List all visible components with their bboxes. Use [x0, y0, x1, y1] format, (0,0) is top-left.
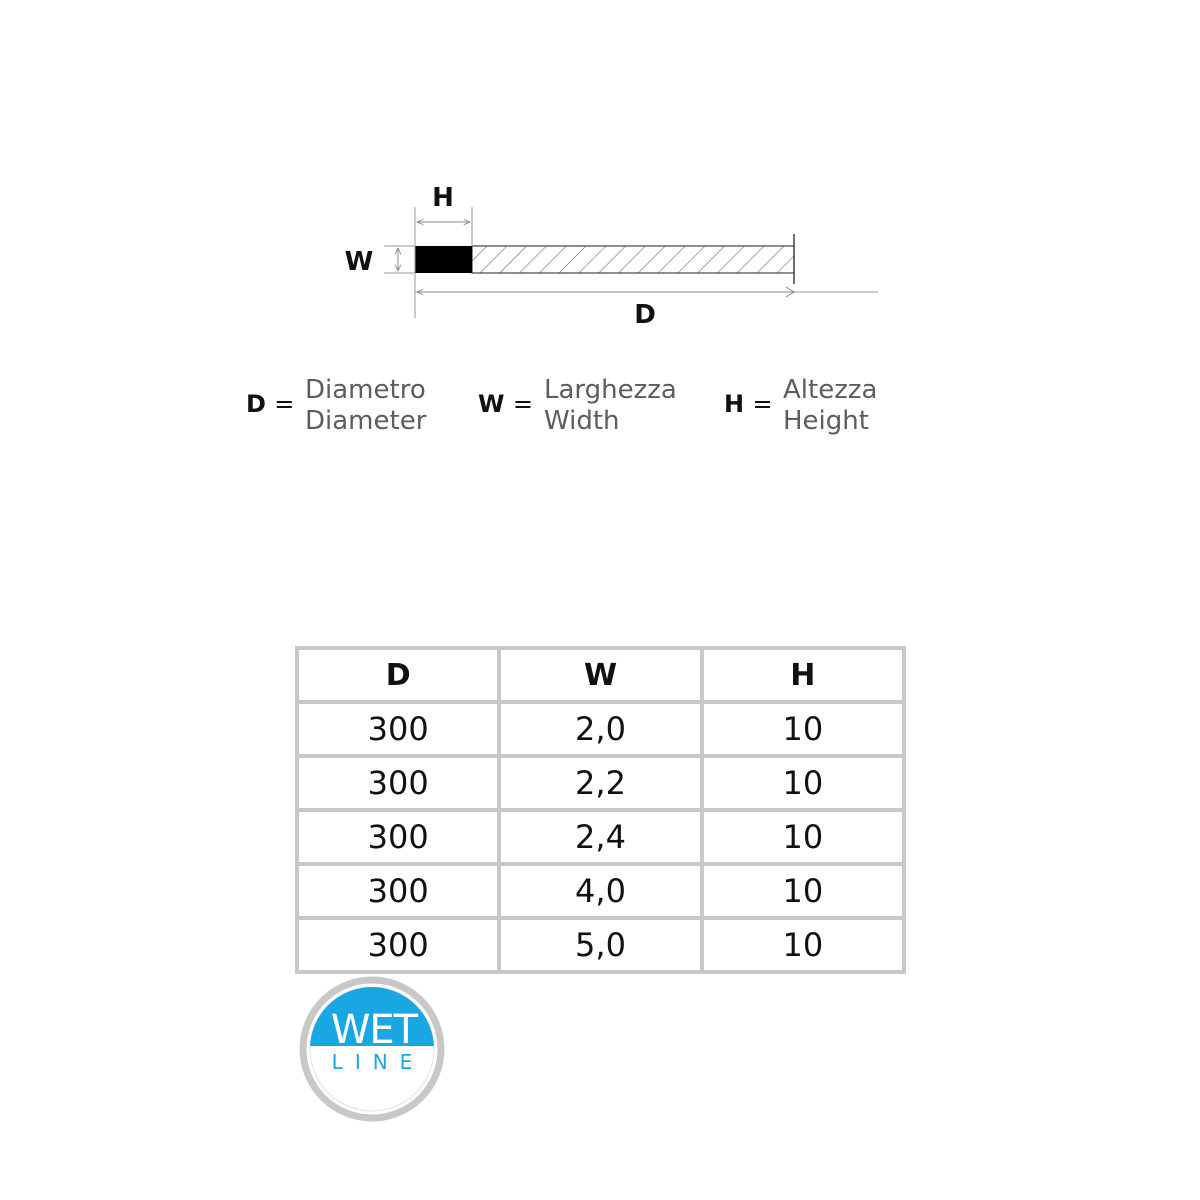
legend-key: D [246, 390, 266, 418]
table-cell-d: 300 [297, 810, 499, 864]
label-h: H [432, 183, 454, 213]
table-cell-h: 10 [702, 702, 904, 756]
table-cell-h: 10 [702, 918, 904, 972]
table-cell-d: 300 [297, 702, 499, 756]
column-header-w: W [499, 648, 701, 702]
legend-equals: = [752, 390, 773, 418]
legend-equals: = [274, 390, 295, 418]
legend-english: Width [544, 406, 620, 436]
table-header-row [297, 648, 904, 702]
logo-text-wet: WET [330, 1007, 418, 1053]
legend-english: Diameter [305, 406, 427, 436]
table-cell-w: 4,0 [499, 864, 701, 918]
table-cell-d: 300 [297, 918, 499, 972]
legend-english: Height [783, 406, 869, 436]
disc-hatched-section [472, 246, 794, 273]
table-row [297, 864, 904, 918]
legend-equals: = [512, 390, 533, 418]
legend-italian: Diametro [305, 375, 426, 405]
legend-italian: Larghezza [544, 375, 677, 405]
legend-item-d [246, 375, 446, 445]
legend-key: W [478, 390, 505, 418]
label-d: D [634, 300, 656, 330]
table-cell-h: 10 [702, 756, 904, 810]
legend-italian: Altezza [783, 375, 878, 405]
table-cell-h: 10 [702, 864, 904, 918]
table-row [297, 810, 904, 864]
legend-key: H [724, 390, 745, 418]
table-cell-w: 5,0 [499, 918, 701, 972]
table-cell-d: 300 [297, 864, 499, 918]
spec-table-container [295, 646, 906, 964]
column-header-h: H [702, 648, 904, 702]
legend [0, 375, 1200, 445]
spec-table [295, 646, 906, 974]
table-row [297, 918, 904, 972]
table-cell-w: 2,4 [499, 810, 701, 864]
table-row [297, 756, 904, 810]
table-cell-w: 2,0 [499, 702, 701, 756]
label-w: W [344, 247, 374, 277]
table-row [297, 702, 904, 756]
table-cell-d: 300 [297, 756, 499, 810]
table-cell-w: 2,2 [499, 756, 701, 810]
rim-section [415, 246, 472, 273]
legend-item-w [478, 375, 698, 445]
table-cell-h: 10 [702, 810, 904, 864]
logo-text-line: LINE [331, 1050, 425, 1074]
legend-item-h [724, 375, 924, 445]
wet-line-logo [298, 975, 446, 1123]
column-header-d: D [297, 648, 499, 702]
